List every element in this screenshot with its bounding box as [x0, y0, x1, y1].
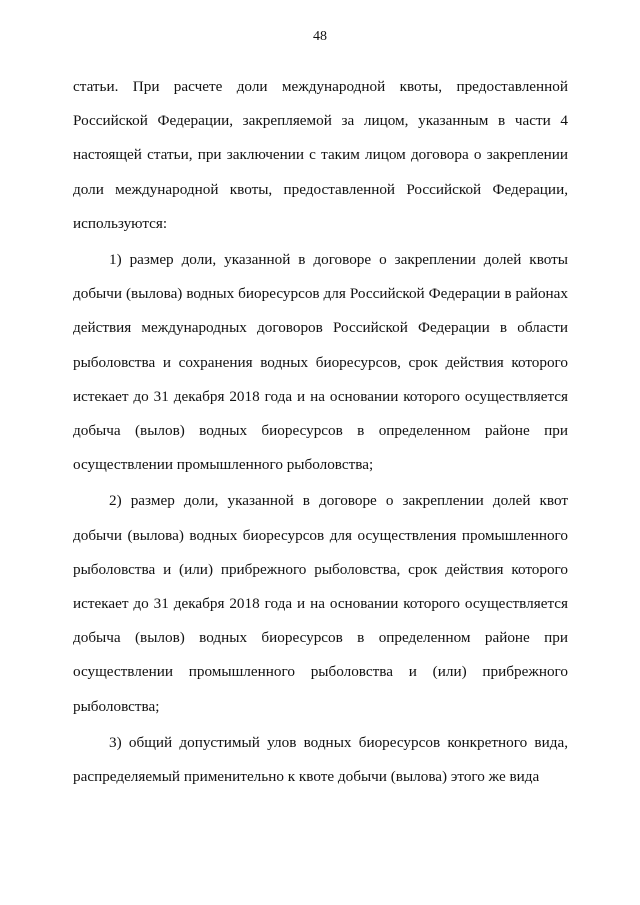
paragraph-item-2: 2) размер доли, указанной в договоре о закреплении долей квот добычи (вылова) водных биоресурсов для осуществления промышленного рыболовства и (или) прибрежного рыболовства, срок действия которого истекает до 31 декабря 2018 года и на основании которого осуществляется добыча (вылов) водных биоресурсов в определенном районе при осуществлении промышленного рыболовства и (или) прибрежного рыболовства; — [73, 492, 568, 715]
page-number: 48 — [313, 29, 327, 44]
paragraph-continuation: статьи. При расчете доли международной квоты, предоставленной Российской Федерации, закрепляемой за лицом, указанным в части 4 настоящей статьи, при заключении с таким лицом договора о закреплении доли международной квоты, предоставленной Российской Федерации, используются: — [73, 78, 568, 232]
paragraph-item-3: 3) общий допустимый улов водных биоресурсов конкретного вида, распределяемый применительно к квоте добычи (вылова) этого же вида — [73, 733, 568, 786]
document-body — [73, 70, 568, 794]
paragraph-item-1: 1) размер доли, указанной в договоре о закреплении долей квоты добычи (вылова) водных биоресурсов для Российской Федерации в районах действия международных договоров Российской Федерации в области рыболовства и сохранения водных биоресурсов, срок действия которого истекает до 31 декабря 2018 года и на основании которого осуществляется добыча (вылов) водных биоресурсов в определенном районе при осуществлении промышленного рыболовства; — [73, 251, 568, 474]
